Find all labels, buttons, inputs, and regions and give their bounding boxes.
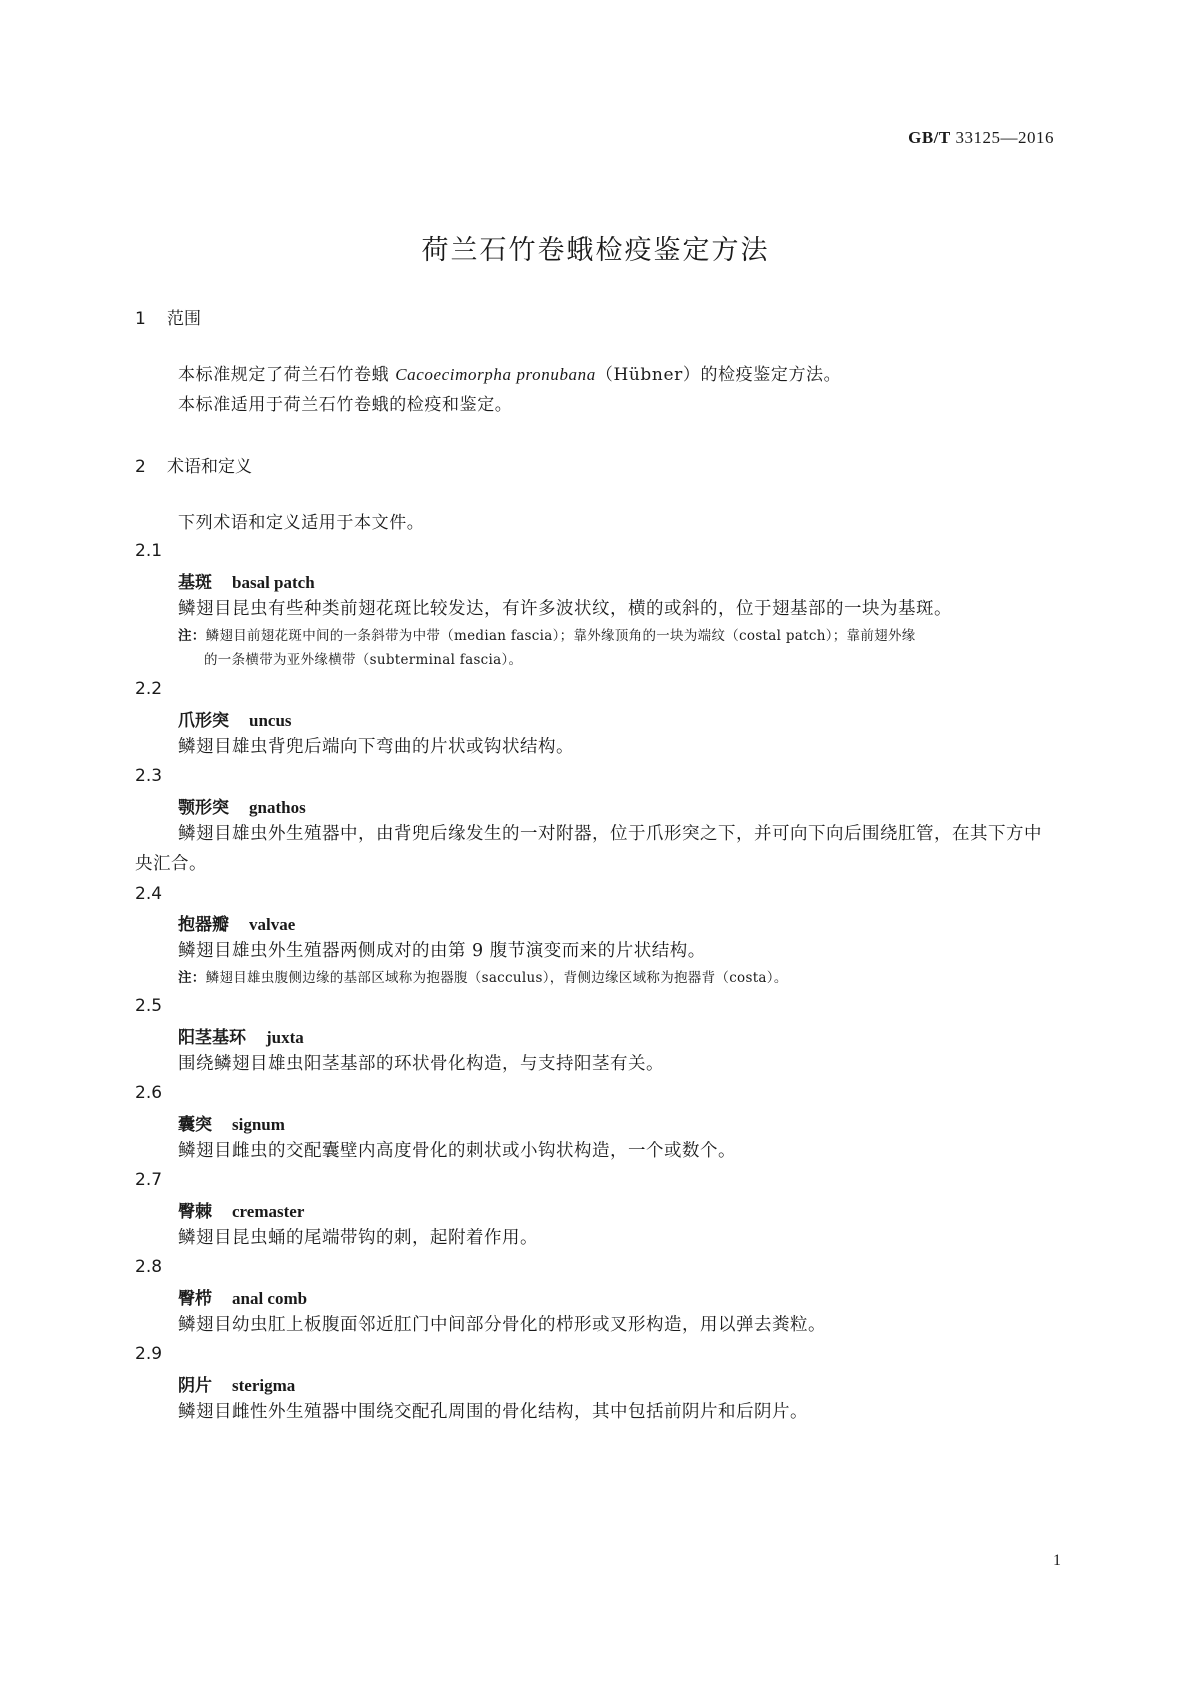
term-heading [178, 568, 315, 593]
term-cn: 爪形突 [178, 711, 229, 731]
term-cn: 囊突 [178, 1115, 212, 1135]
term-cn: 阴片 [178, 1376, 212, 1396]
term-definition: 鳞翅目雌性外生殖器中围绕交配孔周围的骨化结构，其中包括前阴片和后阴片。 [178, 1402, 808, 1422]
term-en: uncus [249, 711, 292, 730]
term-heading [178, 910, 295, 935]
term-heading [178, 1197, 304, 1222]
term-number: 2.7 [135, 1170, 163, 1190]
scope-paragraph-1 [178, 362, 1059, 388]
scope-text-author: （Hübner）的检疫鉴定方法。 [595, 365, 842, 385]
term-note [178, 966, 1059, 990]
term-number: 2.9 [135, 1344, 163, 1364]
term-en: gnathos [249, 798, 306, 817]
scope-text: 本标准规定了荷兰石竹卷蛾 [178, 365, 396, 385]
term-number: 2.5 [135, 996, 163, 1016]
term-note [178, 624, 1059, 672]
term-definition: 鳞翅目昆虫有些种类前翅花斑比较发达，有许多波状纹，横的或斜的，位于翅基部的一块为基斑。 [178, 599, 952, 619]
term-definition: 鳞翅目雄虫背兜后端向下弯曲的片状或钩状结构。 [178, 737, 574, 757]
term-en: basal patch [232, 573, 315, 592]
note-label: 注： [178, 970, 206, 986]
section-number: 1 [135, 309, 146, 329]
scope-paragraph-2: 本标准适用于荷兰石竹卷蛾的检疫和鉴定。 [178, 395, 513, 415]
terms-intro: 下列术语和定义适用于本文件。 [178, 513, 425, 533]
term-cn: 臀棘 [178, 1202, 212, 1222]
standard-prefix: GB/T [908, 128, 951, 147]
section-title: 范围 [167, 309, 201, 329]
term-cn: 颚形突 [178, 798, 229, 818]
standard-number: 33125—2016 [955, 128, 1054, 147]
term-cn: 臀栉 [178, 1289, 212, 1309]
page-number: 1 [1053, 1552, 1061, 1569]
section-title: 术语和定义 [167, 457, 252, 477]
term-number: 2.2 [135, 679, 163, 699]
term-cn: 阳茎基环 [178, 1028, 246, 1048]
term-number: 2.6 [135, 1083, 163, 1103]
document-title: 荷兰石竹卷蛾检疫鉴定方法 [421, 235, 770, 266]
scientific-name: Cacoecimorpha pronubana [395, 365, 596, 384]
term-definition: 围绕鳞翅目雄虫阳茎基部的环状骨化构造，与支持阳茎有关。 [178, 1054, 664, 1074]
term-en: juxta [266, 1028, 304, 1047]
note-text-line-1: 鳞翅目前翅花斑中间的一条斜带为中带（median fascia）；靠外缘顶角的一块为端纹（costal patch）；靠前翅外缘 [205, 628, 916, 644]
standard-code [908, 128, 1054, 148]
note-label: 注： [178, 628, 206, 644]
term-heading [178, 1110, 285, 1135]
term-heading [178, 1371, 295, 1396]
term-number: 2.8 [135, 1257, 163, 1277]
term-definition: 鳞翅目幼虫肛上板腹面邻近肛门中间部分骨化的栉形或叉形构造，用以弹去粪粒。 [178, 1315, 826, 1335]
term-heading [178, 1023, 304, 1048]
term-number: 2.1 [135, 541, 163, 561]
term-number: 2.3 [135, 766, 163, 786]
term-heading [178, 793, 306, 818]
term-number: 2.4 [135, 884, 163, 904]
section-number: 2 [135, 457, 146, 477]
note-text-line-2: 的一条横带为亚外缘横带（subterminal fascia）。 [204, 652, 523, 668]
term-en: valvae [249, 915, 296, 934]
term-definition: 鳞翅目雌虫的交配囊壁内高度骨化的刺状或小钩状构造，一个或数个。 [178, 1141, 736, 1161]
section-1-heading [135, 304, 201, 329]
term-en: signum [232, 1115, 285, 1134]
note-text-line-1: 鳞翅目雄虫腹侧边缘的基部区域称为抱器腹（sacculus），背侧边缘区域称为抱器背（costa）。 [205, 970, 788, 986]
term-cn: 基斑 [178, 573, 212, 593]
section-2-heading [135, 452, 252, 477]
term-definition: 鳞翅目雄虫外生殖器两侧成对的由第 9 腹节演变而来的片状结构。 [178, 941, 706, 961]
term-en: cremaster [232, 1202, 305, 1221]
term-en: sterigma [232, 1376, 296, 1395]
term-definition: 鳞翅目昆虫蛹的尾端带钩的刺，起附着作用。 [178, 1228, 538, 1248]
term-en: anal comb [232, 1289, 308, 1308]
term-heading [178, 1284, 307, 1309]
term-heading [178, 706, 292, 731]
term-cn: 抱器瓣 [178, 915, 229, 935]
term-definition: 鳞翅目雄虫外生殖器中，由背兜后缘发生的一对附器，位于爪形突之下，并可向下向后围绕肛管，在其下方中央汇合。 [135, 824, 1042, 874]
